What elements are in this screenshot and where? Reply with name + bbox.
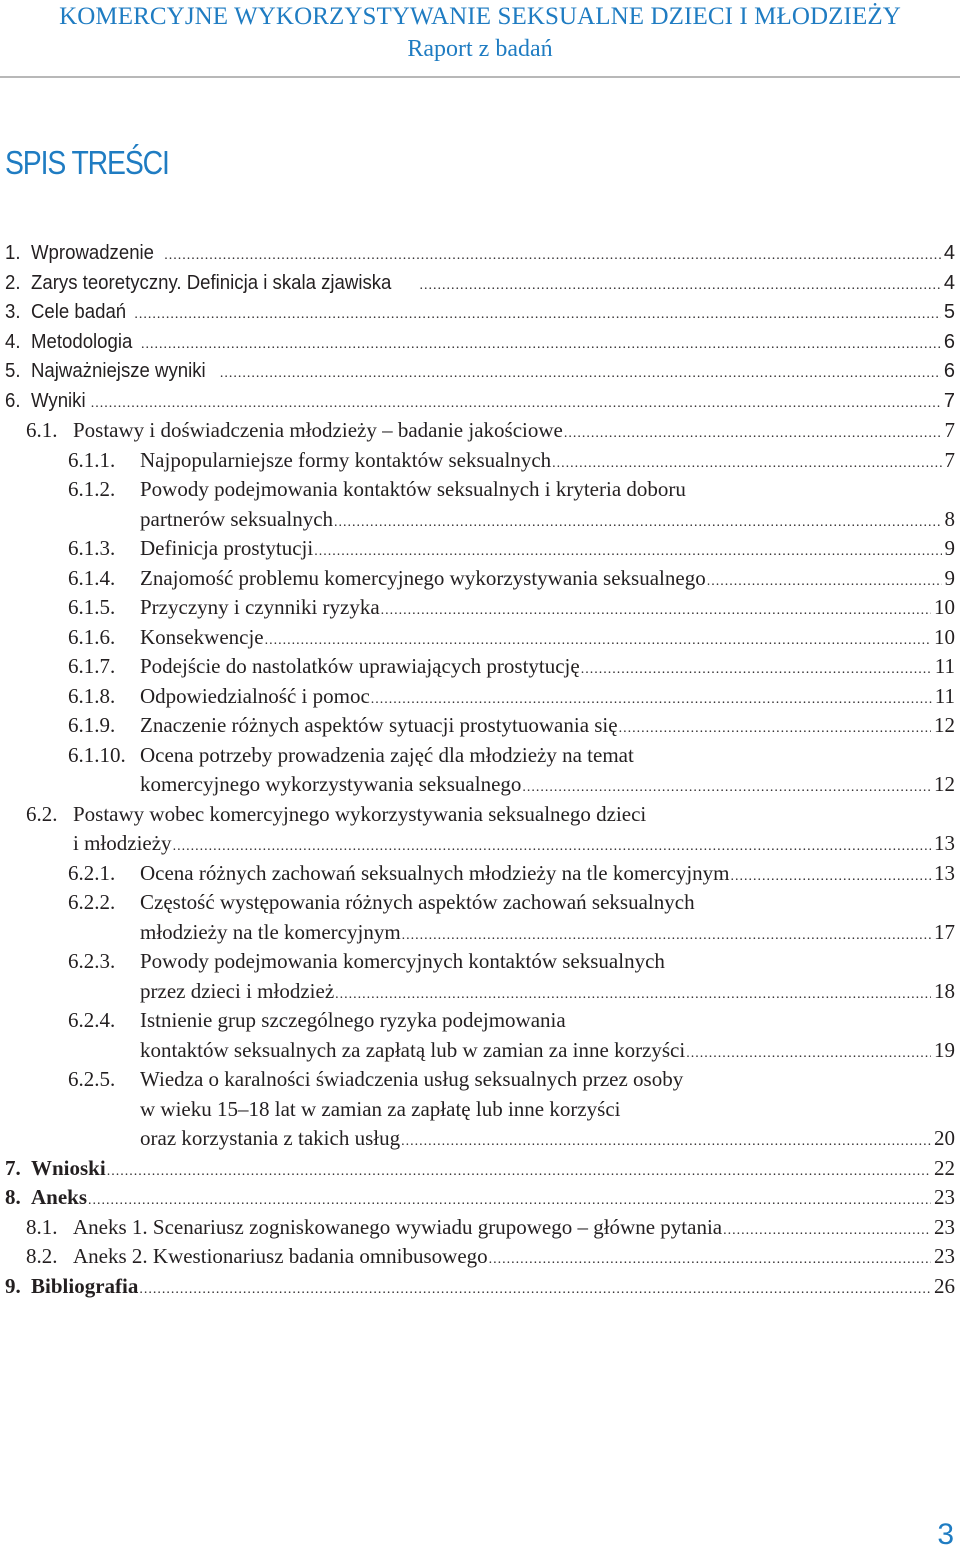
toc-entry-title: w wieku 15–18 lat w zamian za zapłatę lub inne korzyści (140, 1096, 621, 1121)
toc-entry (68, 946, 955, 976)
toc-entry-title: Aneks (31, 1185, 88, 1209)
toc-entry-page: 18 (934, 978, 955, 1003)
toc-entry (26, 1241, 955, 1271)
toc-entry-title: i młodzieży (73, 831, 172, 855)
running-header-title: KOMERCYJNE WYKORZYSTYWANIE SEKSUALNE DZIECI I MŁODZIEŻY (59, 3, 901, 30)
toc-entry (5, 1153, 955, 1183)
toc-entry-title: Wprowadzenie (31, 242, 155, 264)
toc-entry-title: młodzieży na tle komercyjnym (140, 919, 401, 944)
toc-entry-page: 12 (934, 772, 955, 796)
toc-entry (68, 445, 955, 475)
toc-entry-title: Postawy i doświadczenia młodzieży – badanie jakościowe (73, 418, 563, 442)
toc-leader-dots (134, 300, 941, 330)
toc-entry-title: Postawy wobec komercyjnego wykorzystywania seksualnego dzieci (73, 801, 647, 826)
toc-entry-title: Aneks 1. Scenariusz zogniskowanego wywiadu grupowego – główne pytania (73, 1214, 723, 1239)
page-number: 3 (937, 1518, 954, 1551)
toc-entry-page: 6 (943, 360, 955, 382)
toc-entry-number: 6.1.8. (68, 683, 116, 708)
toc-entry-title: Zarys teoretyczny. Definicja i skala zjawiska (31, 271, 392, 294)
toc-entry-title: przez dzieci i młodzież (140, 978, 335, 1003)
toc-entry-number: 6.1.5. (68, 595, 116, 619)
toc-heading: SPIS TREŚCI (5, 144, 169, 181)
toc-entry (5, 356, 955, 386)
toc-entry-page: 23 (934, 1214, 955, 1239)
toc-entry (68, 858, 955, 888)
toc-entry (68, 1094, 955, 1124)
toc-entry (68, 1005, 955, 1035)
toc-entry (68, 533, 955, 563)
toc-leader-dots (139, 1275, 931, 1305)
toc-entry (68, 504, 955, 534)
toc-entry-title: Znaczenie różnych aspektów sytuacji prostytuowania się (140, 713, 618, 737)
toc-entry-number: 3. (5, 301, 21, 323)
toc-leader-dots (91, 389, 941, 419)
toc-leader-dots (420, 271, 941, 301)
toc-entry-title: Powody podejmowania komercyjnych kontaktów seksualnych (140, 949, 665, 973)
toc-entry-title: Ocena potrzeby prowadzenia zajęć dla młodzieży na temat (140, 742, 634, 767)
toc-entry-title: Aneks 2. Kwestionariusz badania omnibusowego (73, 1244, 488, 1268)
toc-entry-title: Częstość występowania różnych aspektów zachowań seksualnych (140, 890, 695, 914)
toc-entry (68, 917, 955, 947)
toc-entry (68, 769, 955, 799)
toc-entry-title: Wnioski (31, 1155, 106, 1180)
toc-entry-page: 5 (943, 301, 955, 323)
toc-entry (5, 386, 955, 416)
toc-entry-page: 22 (934, 1155, 955, 1180)
toc-entry (68, 887, 955, 917)
toc-entry-number: 8. (5, 1185, 21, 1209)
toc-entry (68, 1064, 955, 1094)
toc-entry-number: 6.2.5. (68, 1067, 116, 1091)
toc-entry (26, 799, 955, 829)
toc-entry (5, 327, 955, 357)
toc-entry-page: 23 (934, 1244, 955, 1268)
toc-entry-number: 6.1.7. (68, 654, 116, 678)
toc-entry-title: Definicja prostytucji (140, 536, 314, 560)
toc-entry (5, 1271, 955, 1301)
toc-entry-title: Znajomość problemu komercyjnego wykorzystywania seksualnego (140, 565, 706, 590)
toc-entry-number: 5. (5, 360, 21, 382)
toc-entry-page: 11 (934, 683, 955, 708)
toc-entry (68, 563, 955, 593)
toc-entry-title: Najpopularniejsze formy kontaktów seksualnych (140, 447, 552, 472)
toc-entry-page: 17 (934, 919, 955, 944)
toc-entry-number: 9. (5, 1273, 21, 1298)
toc-entry (68, 622, 955, 652)
toc-entry-number: 6.1.10. (68, 742, 126, 767)
toc-entry-page: 9 (944, 536, 955, 560)
toc-entry-title: Wyniki (31, 389, 86, 412)
toc-entry-number: 6.2.3. (68, 949, 116, 973)
toc-entry (68, 740, 955, 770)
toc-entry (68, 592, 955, 622)
toc-entry (68, 976, 955, 1006)
toc-entry-title: Konsekwencje (140, 624, 264, 649)
toc-entry-number: 6.1.2. (68, 477, 116, 501)
toc-entry-page: 7 (944, 447, 955, 472)
toc-entry-title: partnerów seksualnych (140, 506, 334, 531)
toc-entry-page: 19 (934, 1037, 955, 1062)
toc-entry-title: Cele badań (31, 301, 127, 323)
toc-entry-page: 20 (934, 1126, 955, 1150)
toc-entry-page: 10 (934, 624, 955, 649)
toc-entry-number: 8.1. (26, 1214, 58, 1239)
toc-entry (68, 681, 955, 711)
toc-entry-page: 13 (934, 831, 955, 855)
toc-entry-number: 2. (5, 271, 21, 294)
toc-entry-page: 23 (934, 1185, 955, 1209)
toc-entry (68, 1123, 955, 1153)
toc-entry (5, 268, 955, 298)
toc-entry-number: 6.1.6. (68, 624, 116, 649)
toc-entry-number: 6.1.4. (68, 565, 116, 590)
toc-entry-page: 7 (944, 418, 955, 442)
toc-entry-title: Ocena różnych zachowań seksualnych młodzieży na tle komercyjnym (140, 860, 730, 885)
toc-entry (68, 651, 955, 681)
toc-entry (5, 238, 955, 268)
toc-entry-number: 7. (5, 1155, 21, 1180)
toc-entry-title: kontaktów seksualnych za zapłatą lub w zamian za inne korzyści (140, 1037, 686, 1062)
toc-entry-number: 4. (5, 330, 21, 353)
toc-entry-number: 6.1.9. (68, 713, 116, 737)
toc-entry-page: 6 (943, 330, 955, 353)
toc-entry-title: Metodologia (31, 330, 133, 353)
toc-entry-number: 6.2.4. (68, 1008, 116, 1032)
toc-entry-title: komercyjnego wykorzystywania seksualnego (140, 772, 522, 796)
toc-leader-dots (141, 330, 941, 360)
toc-entry-page: 7 (943, 389, 955, 412)
toc-leader-dots (220, 359, 941, 389)
toc-entry-page: 13 (934, 860, 955, 885)
toc-entry-title: Przyczyny i czynniki ryzyka (140, 595, 380, 619)
toc-entry-title: Bibliografia (31, 1273, 139, 1298)
toc-entry-number: 6.2.1. (68, 860, 116, 885)
toc-entry-title: Podejście do nastolatków uprawiających prostytucję (140, 654, 580, 678)
toc-entry-page: 10 (934, 595, 955, 619)
toc-leader-dots (164, 241, 941, 271)
toc-entry-number: 6. (5, 389, 21, 412)
running-header-subtitle: Raport z badań (407, 36, 553, 62)
toc-entry-title: Powody podejmowania kontaktów seksualnych i kryteria doboru (140, 477, 686, 501)
toc-entry (26, 828, 955, 858)
toc-entry-page: 12 (934, 713, 955, 737)
toc-entry-title: Najważniejsze wyniki (31, 360, 206, 382)
toc-entry (5, 1182, 955, 1212)
toc-entry (5, 297, 955, 327)
toc-entry (68, 474, 955, 504)
toc-entry-page: 26 (934, 1273, 955, 1298)
toc-entry (68, 710, 955, 740)
toc-entry-title: Wiedza o karalności świadczenia usług seksualnych przez osoby (140, 1067, 684, 1091)
toc-entry-number: 8.2. (26, 1244, 58, 1268)
toc-entry-page: 4 (943, 242, 955, 264)
toc-entry-title: oraz korzystania z takich usług (140, 1126, 401, 1150)
toc-entry-number: 6.2.2. (68, 890, 116, 914)
toc-entry-page: 4 (943, 271, 955, 294)
toc-entry-number: 1. (5, 242, 21, 264)
toc-entry-page: 8 (944, 506, 955, 531)
toc-entry-number: 6.1. (26, 418, 58, 442)
toc-entry-number: 6.2. (26, 801, 58, 826)
toc-entry (26, 1212, 955, 1242)
toc-entry-title: Istnienie grup szczególnego ryzyka podejmowania (140, 1008, 566, 1032)
toc-entry (68, 1035, 955, 1065)
toc-entry-number: 6.1.3. (68, 536, 116, 560)
toc-entry-number: 6.1.1. (68, 447, 116, 472)
toc-entry-title: Odpowiedzialność i pomoc (140, 683, 370, 708)
toc-entry (26, 415, 955, 445)
toc-entry-page: 11 (934, 654, 955, 678)
toc-entry-page: 9 (944, 565, 955, 590)
